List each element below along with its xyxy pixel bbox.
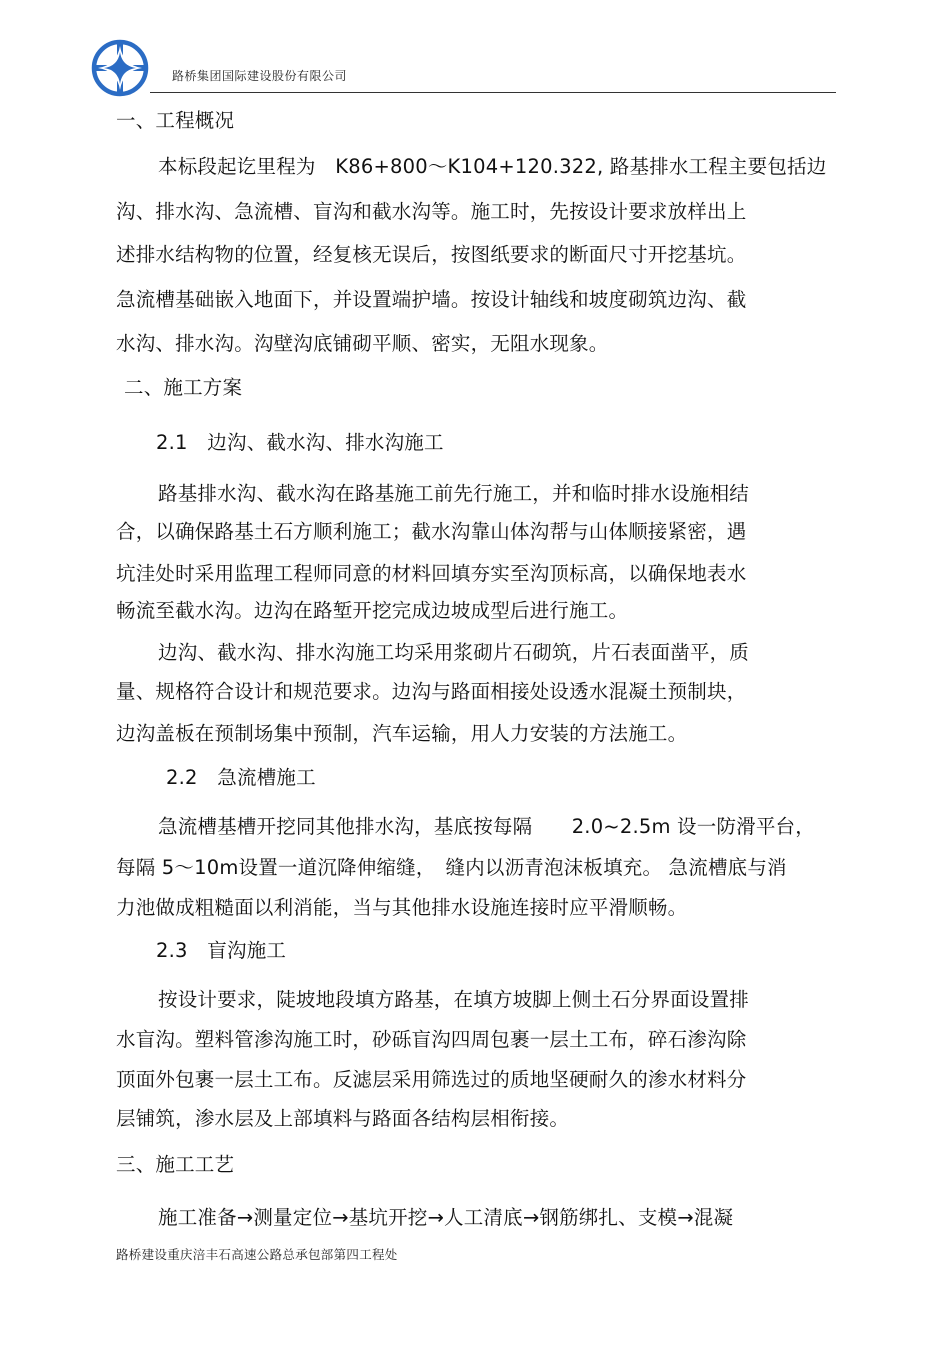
paragraph-line: 施工准备→测量定位→基坑开挖→人工清底→钢筋绑扎、支模→混凝 — [158, 1206, 734, 1229]
header-divider — [150, 92, 836, 93]
heading-section-1: 一、工程概况 — [116, 109, 235, 132]
footer-text: 路桥建设重庆涪丰石高速公路总承包部第四工程处 — [116, 1247, 398, 1262]
paragraph-line: 述排水结构物的位置，经复核无误后，按图纸要求的断面尺寸开挖基坑。 — [116, 243, 747, 266]
paragraph-line: 力池做成粗糙面以利消能，当与其他排水设施连接时应平滑顺畅。 — [116, 896, 688, 919]
paragraph-line: 水盲沟。塑料管渗沟施工时，砂砾盲沟四周包裹一层土工布，碎石渗沟除 — [116, 1028, 747, 1051]
company-name: 路桥集团国际建设股份有限公司 — [172, 69, 348, 83]
paragraph-line: 量、规格符合设计和规范要求。边沟与路面相接处设透水混凝土预制块， — [116, 680, 747, 703]
subheading-2-2: 2.2 急流槽施工 — [166, 766, 316, 789]
subheading-2-3: 2.3 盲沟施工 — [156, 939, 287, 962]
heading-section-2: 二、施工方案 — [124, 376, 243, 399]
paragraph-line: 水沟、排水沟。沟壁沟底铺砌平顺、密实，无阻水现象。 — [116, 332, 609, 355]
paragraph-line: 合，以确保路基土石方顺利施工；截水沟靠山体沟帮与山体顺接紧密，遇 — [116, 520, 747, 543]
heading-section-3: 三、施工工艺 — [116, 1153, 235, 1176]
paragraph-line: 急流槽基础嵌入地面下，并设置端护墙。按设计轴线和坡度砌筑边沟、截 — [116, 288, 747, 311]
paragraph-line: 层铺筑，渗水层及上部填料与路面各结构层相衔接。 — [116, 1107, 570, 1130]
paragraph-line: 坑洼处时采用监理工程师同意的材料回填夯实至沟顶标高，以确保地表水 — [116, 562, 747, 585]
paragraph-line: 按设计要求，陡坡地段填方路基，在填方坡脚上侧土石分界面设置排 — [158, 988, 750, 1011]
company-logo-icon — [90, 38, 150, 98]
paragraph-line: 边沟盖板在预制场集中预制，汽车运输，用人力安装的方法施工。 — [116, 722, 688, 745]
paragraph-line: 边沟、截水沟、排水沟施工均采用浆砌片石砌筑，片石表面凿平，质 — [158, 641, 750, 664]
paragraph-line: 每隔 5～10m设置一道沉降伸缩缝， 缝内以沥青泡沫板填充。 急流槽底与消 — [116, 856, 787, 879]
paragraph-line: 路基排水沟、截水沟在路基施工前先行施工，并和临时排水设施相结 — [158, 482, 750, 505]
paragraph-line: 畅流至截水沟。边沟在路堑开挖完成边坡成型后进行施工。 — [116, 599, 629, 622]
paragraph-line: 沟、排水沟、急流槽、盲沟和截水沟等。施工时，先按设计要求放样出上 — [116, 200, 747, 223]
paragraph-line: 本标段起讫里程为 K86+800～K104+120.322, 路基排水工程主要包括边 — [158, 155, 827, 178]
paragraph-line: 顶面外包裹一层土工布。反滤层采用筛选过的质地坚硬耐久的渗水材料分 — [116, 1068, 747, 1091]
subheading-2-1: 2.1 边沟、截水沟、排水沟施工 — [156, 431, 444, 454]
paragraph-line: 急流槽基槽开挖同其他排水沟，基底按每隔 2.0~2.5m 设一防滑平台， — [158, 815, 815, 838]
